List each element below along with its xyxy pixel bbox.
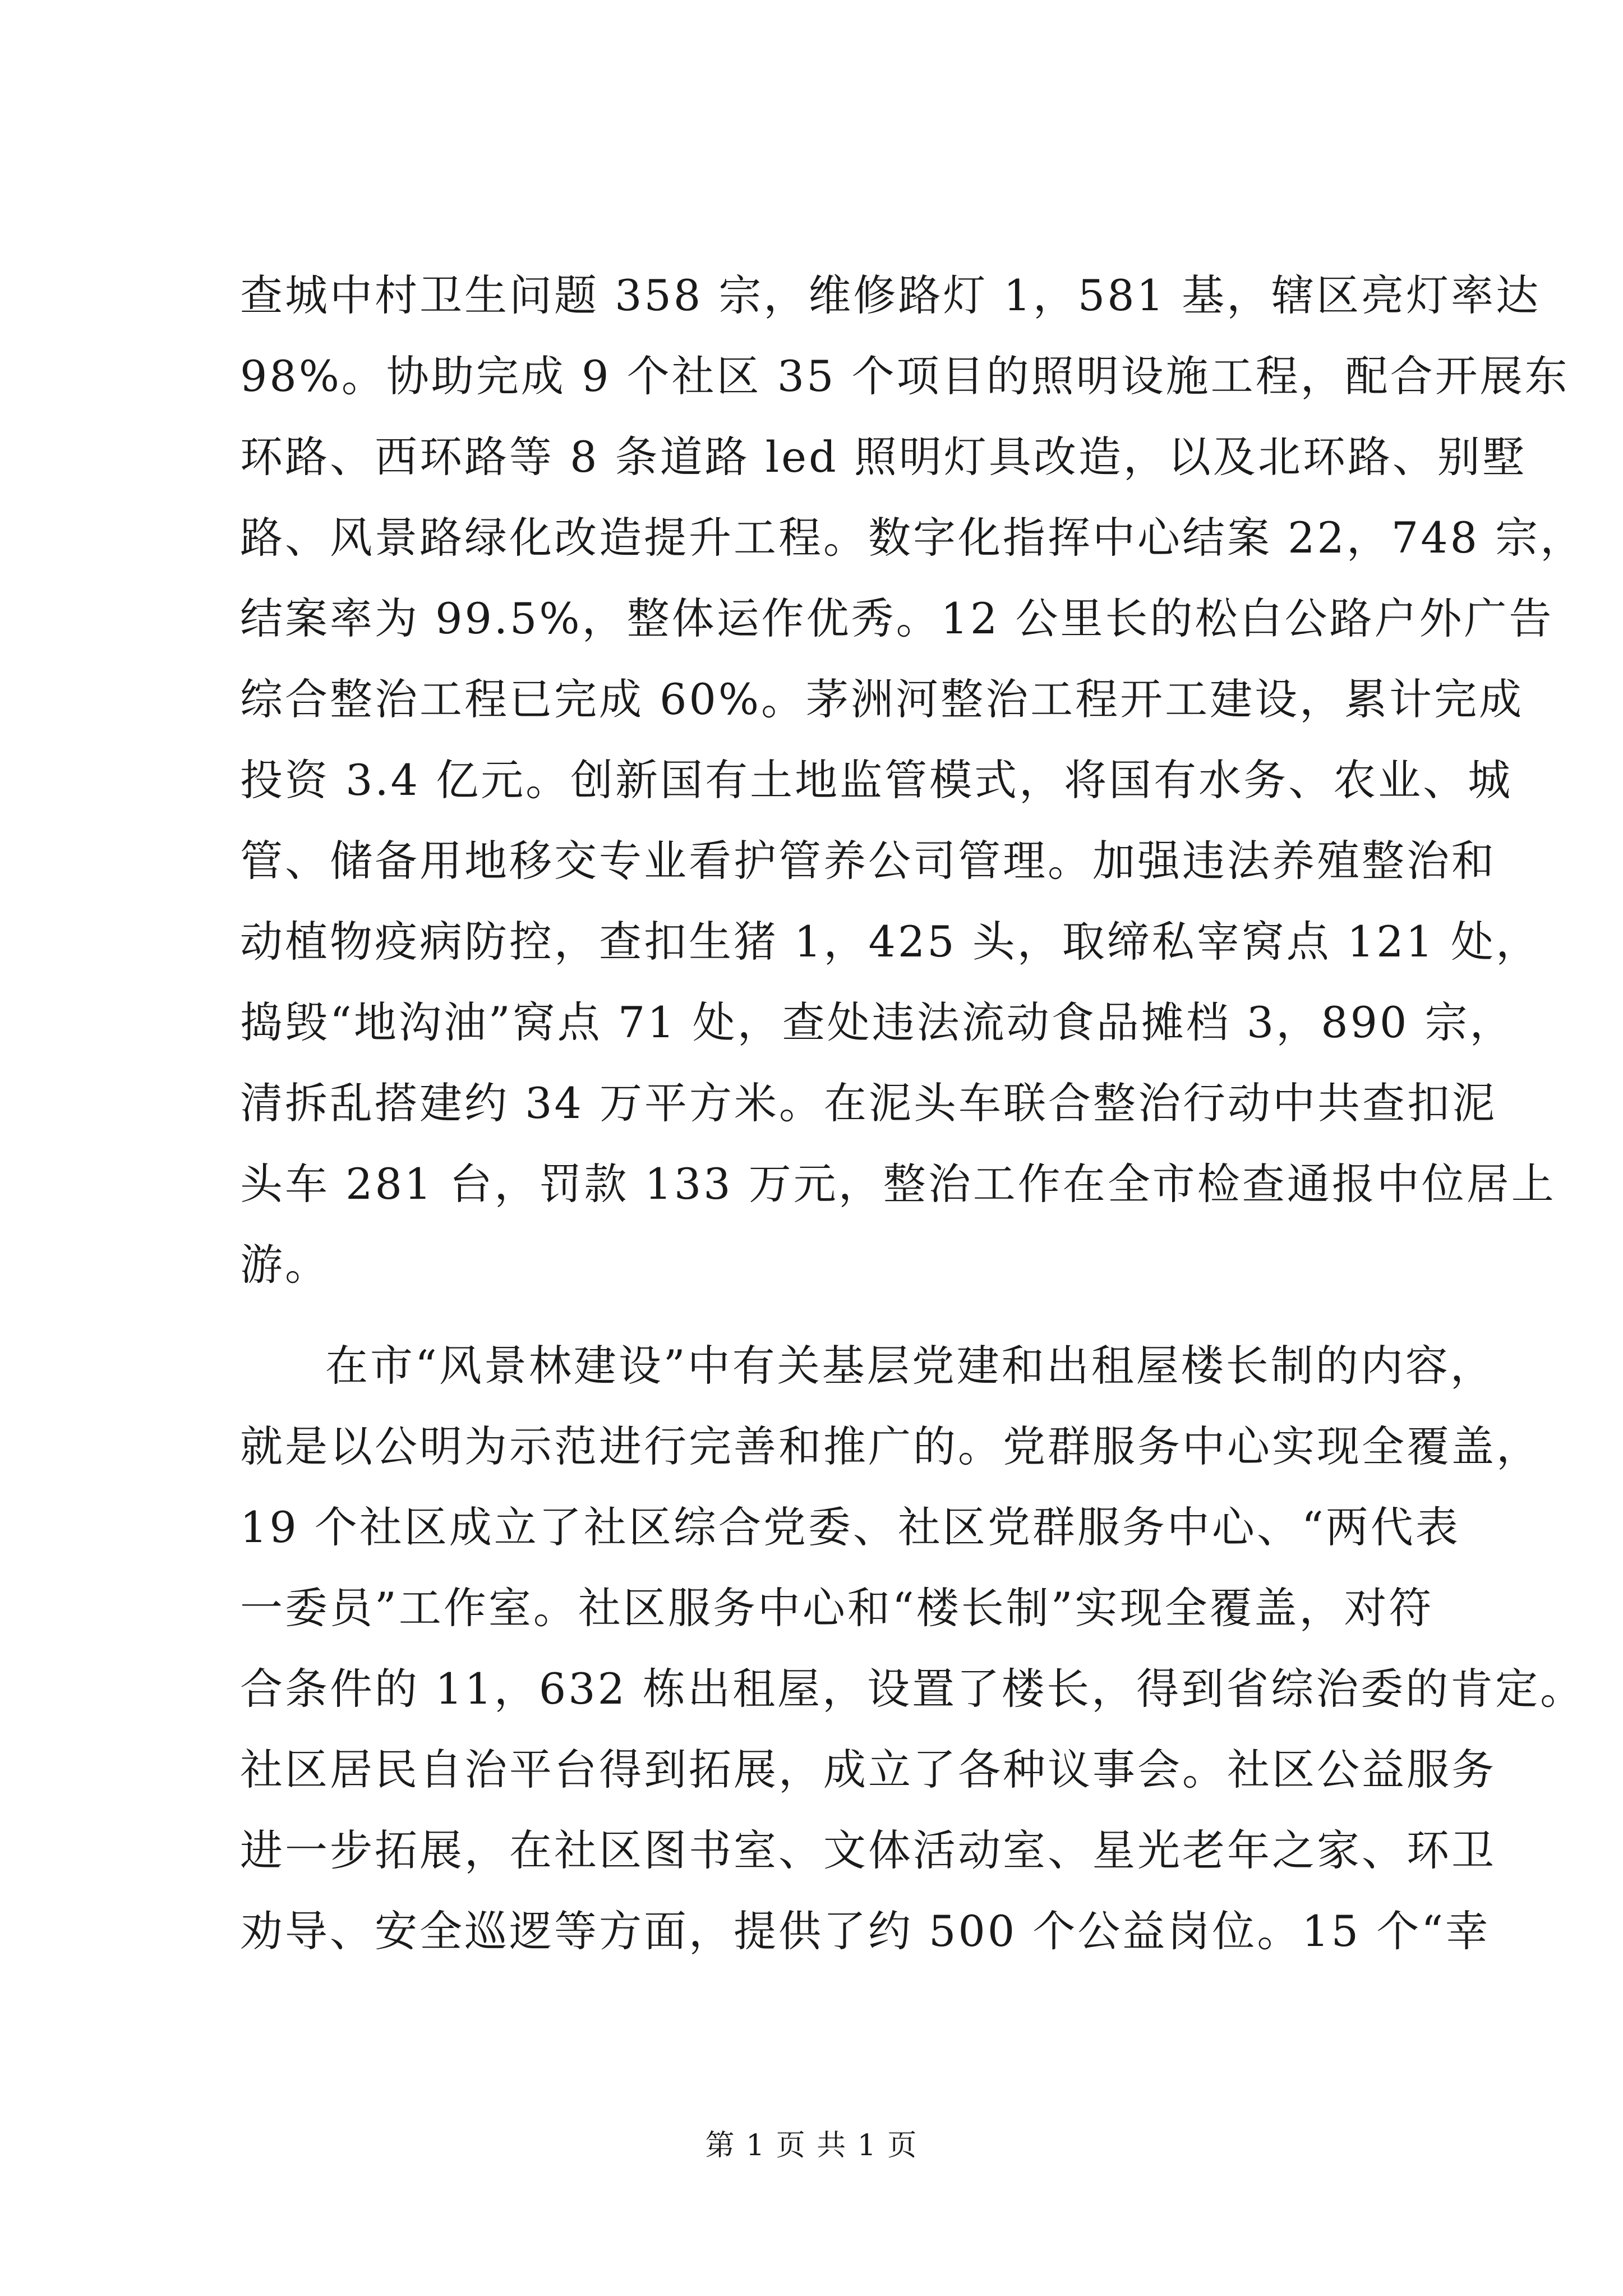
paragraph-spacer (240, 1305, 1451, 1326)
text-line: 进一步拓展，在社区图书室、文体活动室、星光老年之家、环卫 (240, 1825, 1496, 1875)
text-line: 环路、西环路等 8 条道路 led 照明灯具改造，以及北环路、别墅 (240, 432, 1527, 482)
text-line: 投资 3.4 亿元。创新国有土地监管模式，将国有水务、农业、城 (240, 755, 1513, 805)
text-line: 社区居民自治平台得到拓展，成立了各种议事会。社区公益服务 (240, 1745, 1496, 1795)
paragraph-1 (240, 255, 1585, 1305)
text-line: 一委员”工作室。社区服务中心和“楼长制”实现全覆盖，对符 (240, 1583, 1434, 1633)
document-body (240, 255, 1585, 1972)
paragraph-2 (240, 1326, 1585, 1972)
text-line: 查城中村卫生问题 358 宗，维修路灯 1，581 基，辖区亮灯率达 (240, 270, 1541, 320)
text-line: 管、储备用地移交专业看护管养公司管理。加强违法养殖整治和 (240, 836, 1496, 886)
text-line: 清拆乱搭建约 34 万平方米。在泥头车联合整治行动中共查扣泥 (240, 1078, 1497, 1128)
text-line: 劝导、安全巡逻等方面，提供了约 500 个公益岗位。15 个“幸 (240, 1906, 1491, 1956)
text-line: 游。 (240, 1240, 330, 1290)
text-line: 路、风景路绿化改造提升工程。数字化指挥中心结案 22，748 宗， (240, 513, 1585, 563)
page-footer (0, 2126, 1623, 2165)
text-line: 19 个社区成立了社区综合党委、社区党群服务中心、“两代表 (240, 1502, 1460, 1552)
text-line-first: 在市“风景林建设”中有关基层党建和出租屋楼长制的内容， (325, 1341, 1495, 1391)
text-line: 捣毁“地沟油”窝点 71 处，查处违法流动食品摊档 3，890 宗， (240, 997, 1515, 1047)
text-line: 综合整治工程已完成 60%。茅洲河整治工程开工建设，累计完成 (240, 674, 1524, 724)
text-line: 就是以公明为示范进行完善和推广的。党群服务中心实现全覆盖， (240, 1421, 1541, 1471)
text-line: 结案率为 99.5%，整体运作优秀。12 公里长的松白公路户外广告 (240, 593, 1554, 643)
text-line: 合条件的 11，632 栋出租屋，设置了楼长，得到省综治委的肯定。 (240, 1664, 1585, 1714)
text-line: 动植物疫病防控，查扣生猪 1，425 头，取缔私宰窝点 121 处， (240, 917, 1541, 967)
page-number-label: 第 1 页 共 1 页 (705, 2129, 918, 2162)
text-line: 头车 281 台，罚款 133 万元，整治工作在全市检查通报中位居上 (240, 1159, 1556, 1209)
text-line: 98%。协助完成 9 个社区 35 个项目的照明设施工程，配合开展东 (240, 351, 1570, 401)
